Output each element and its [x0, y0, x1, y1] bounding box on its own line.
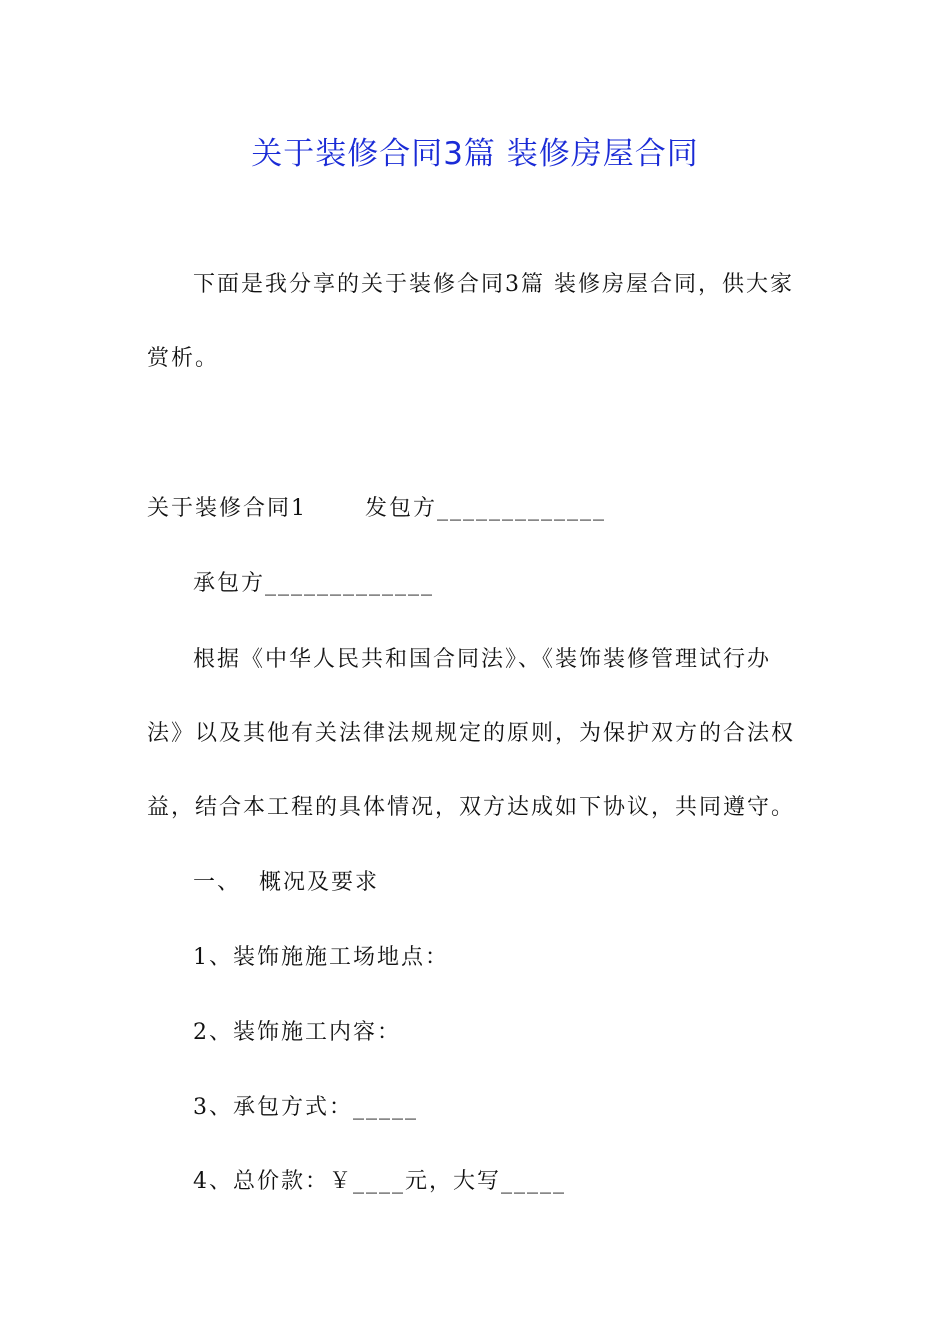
- party-a-field: 发包方_____________: [365, 496, 607, 521]
- intro-line-1: 下面是我分享的关于装修合同3篇 装修房屋合同，供大家: [193, 272, 794, 297]
- preamble-line-2: 法》以及其他有关法律法规规定的原则，为保护双方的合法权: [147, 721, 796, 746]
- party-b-field: 承包方_____________: [193, 571, 435, 596]
- item-1: 1、装饰施施工场地点：: [193, 945, 449, 970]
- section-1-title: 概况及要求: [259, 870, 380, 895]
- document-title: 关于装修合同3篇 装修房屋合同: [251, 136, 699, 172]
- contract-heading: 关于装修合同1: [147, 496, 307, 521]
- contract-heading-row: [147, 494, 606, 524]
- intro-line-2: 赏析。: [147, 346, 220, 371]
- section-1-number: 一、: [193, 870, 242, 895]
- item-2: 2、装饰施工内容：: [193, 1020, 401, 1045]
- section-1-heading: [193, 868, 379, 898]
- item-4: 4、总价款：￥____元，大写_____: [193, 1169, 566, 1194]
- preamble-line-3: 益，结合本工程的具体情况，双方达成如下协议，共同遵守。: [147, 795, 796, 820]
- item-3: 3、承包方式：_____: [193, 1095, 418, 1120]
- preamble-line-1: 根据《中华人民共和国合同法》、《装饰装修管理试行办: [193, 647, 772, 672]
